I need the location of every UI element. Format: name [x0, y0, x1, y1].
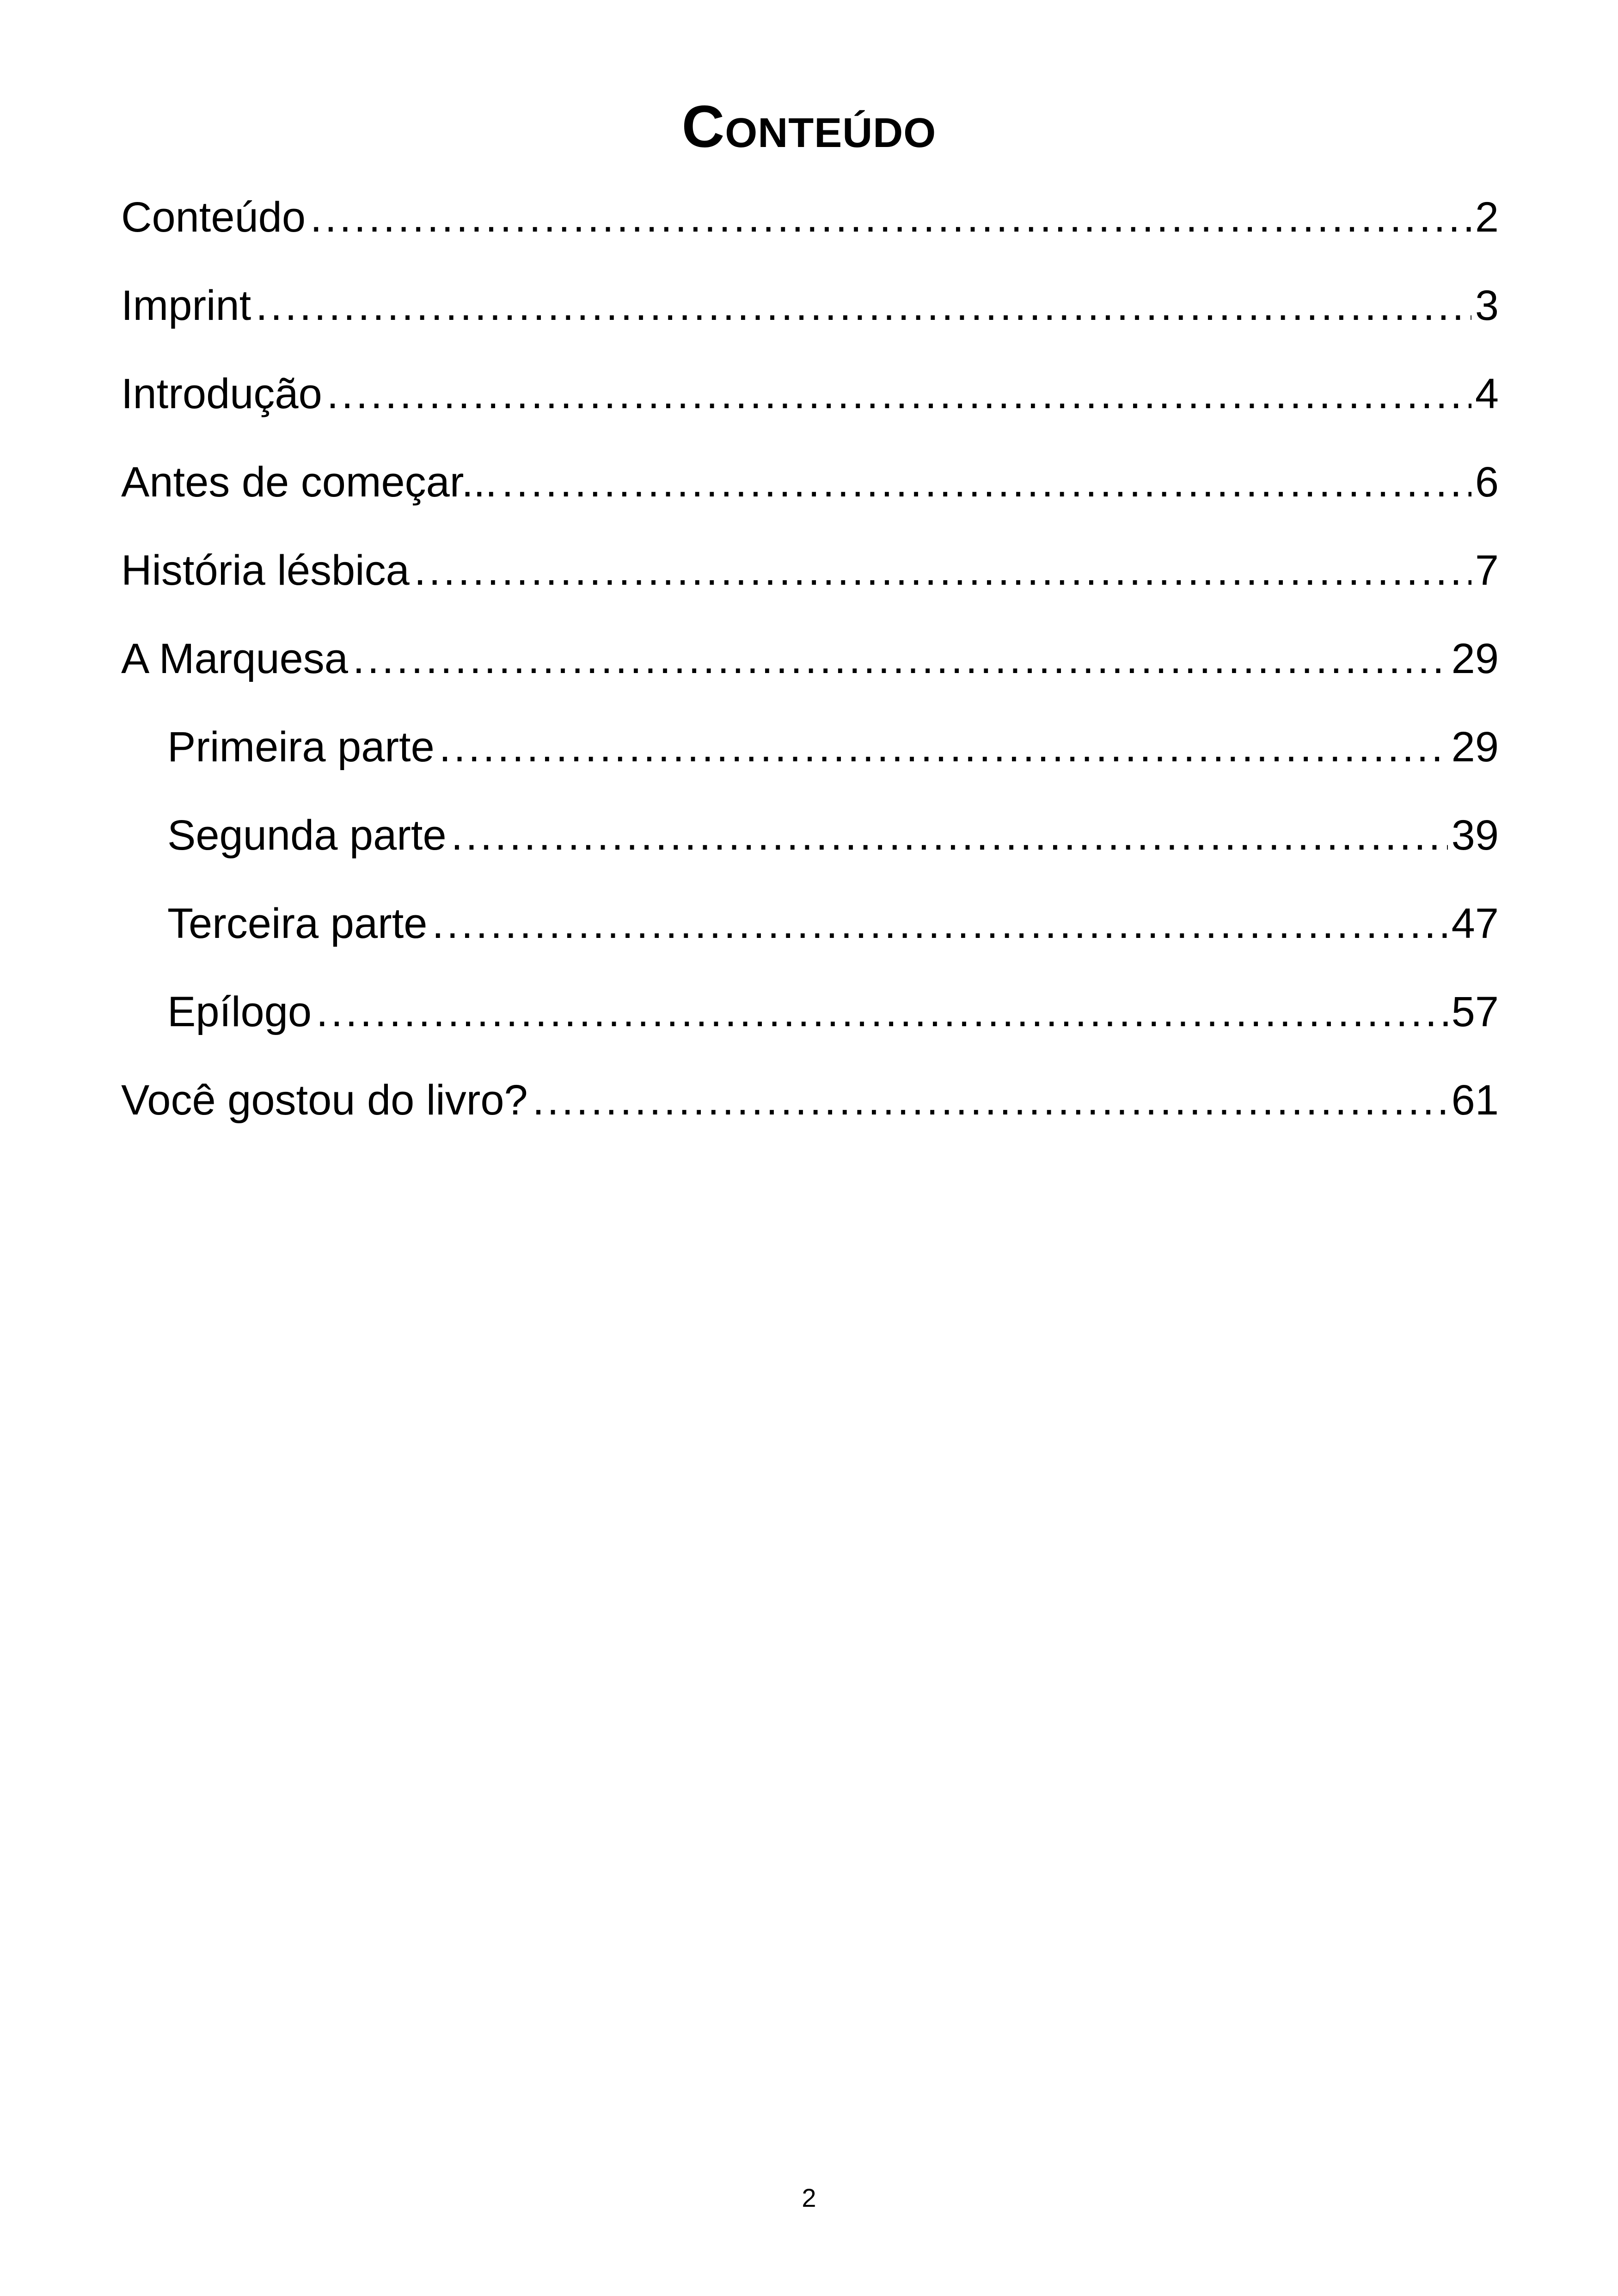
toc-entry-page: 39 — [1451, 812, 1499, 859]
page-number: 2 — [802, 2183, 816, 2212]
toc-dot-leader — [327, 364, 1471, 424]
toc-entry-label: Imprint — [121, 282, 251, 329]
toc-entry-label: Primeira parte — [167, 723, 435, 771]
toc-entry-label: Terceira parte — [167, 900, 428, 947]
toc-entry-segunda-parte[interactable] — [121, 805, 1499, 894]
toc-dot-leader — [451, 805, 1448, 865]
toc-entry-a-marquesa[interactable] — [121, 629, 1499, 717]
toc-dot-leader — [414, 540, 1471, 600]
toc-entry-label: Segunda parte — [167, 812, 447, 859]
toc-entry-page: 29 — [1451, 723, 1499, 771]
toc-dot-leader — [316, 982, 1448, 1042]
toc-entry-page: 4 — [1475, 370, 1499, 417]
toc-entry-label: A Marquesa — [121, 635, 348, 682]
toc-entry-terceira-parte[interactable] — [121, 894, 1499, 982]
table-of-contents — [121, 187, 1499, 1158]
toc-entry-historia-lesbica[interactable] — [121, 540, 1499, 629]
toc-entry-epilogo[interactable] — [121, 982, 1499, 1070]
toc-entry-page: 2 — [1475, 194, 1499, 241]
page-title: Conteúdo — [681, 94, 937, 160]
toc-entry-label: Você gostou do livro? — [121, 1077, 528, 1124]
toc-entry-page: 6 — [1475, 459, 1499, 506]
toc-entry-label: Introdução — [121, 370, 322, 417]
toc-entry-antes-de-comecar[interactable] — [121, 452, 1499, 540]
toc-dot-leader — [310, 187, 1471, 247]
toc-dot-leader — [353, 629, 1448, 689]
toc-entry-label: Antes de começar... — [121, 459, 497, 506]
toc-entry-conteudo[interactable] — [121, 187, 1499, 276]
toc-dot-leader — [533, 1070, 1448, 1130]
toc-dot-leader — [432, 894, 1447, 954]
toc-entry-page: 57 — [1451, 988, 1499, 1035]
toc-entry-introducao[interactable] — [121, 364, 1499, 452]
toc-dot-leader — [502, 452, 1471, 512]
toc-entry-voce-gostou-do-livro[interactable] — [121, 1070, 1499, 1158]
toc-entry-page: 61 — [1451, 1077, 1499, 1124]
toc-entry-label: Epílogo — [167, 988, 312, 1035]
toc-dot-leader — [439, 717, 1448, 777]
toc-entry-imprint[interactable] — [121, 276, 1499, 364]
toc-entry-page: 29 — [1451, 635, 1499, 682]
toc-dot-leader — [256, 276, 1471, 336]
toc-entry-label: Conteúdo — [121, 194, 306, 241]
toc-entry-label: História lésbica — [121, 547, 410, 594]
toc-entry-primeira-parte[interactable] — [121, 717, 1499, 805]
toc-entry-page: 47 — [1451, 900, 1499, 947]
toc-entry-page: 3 — [1475, 282, 1499, 329]
toc-entry-page: 7 — [1475, 547, 1499, 594]
